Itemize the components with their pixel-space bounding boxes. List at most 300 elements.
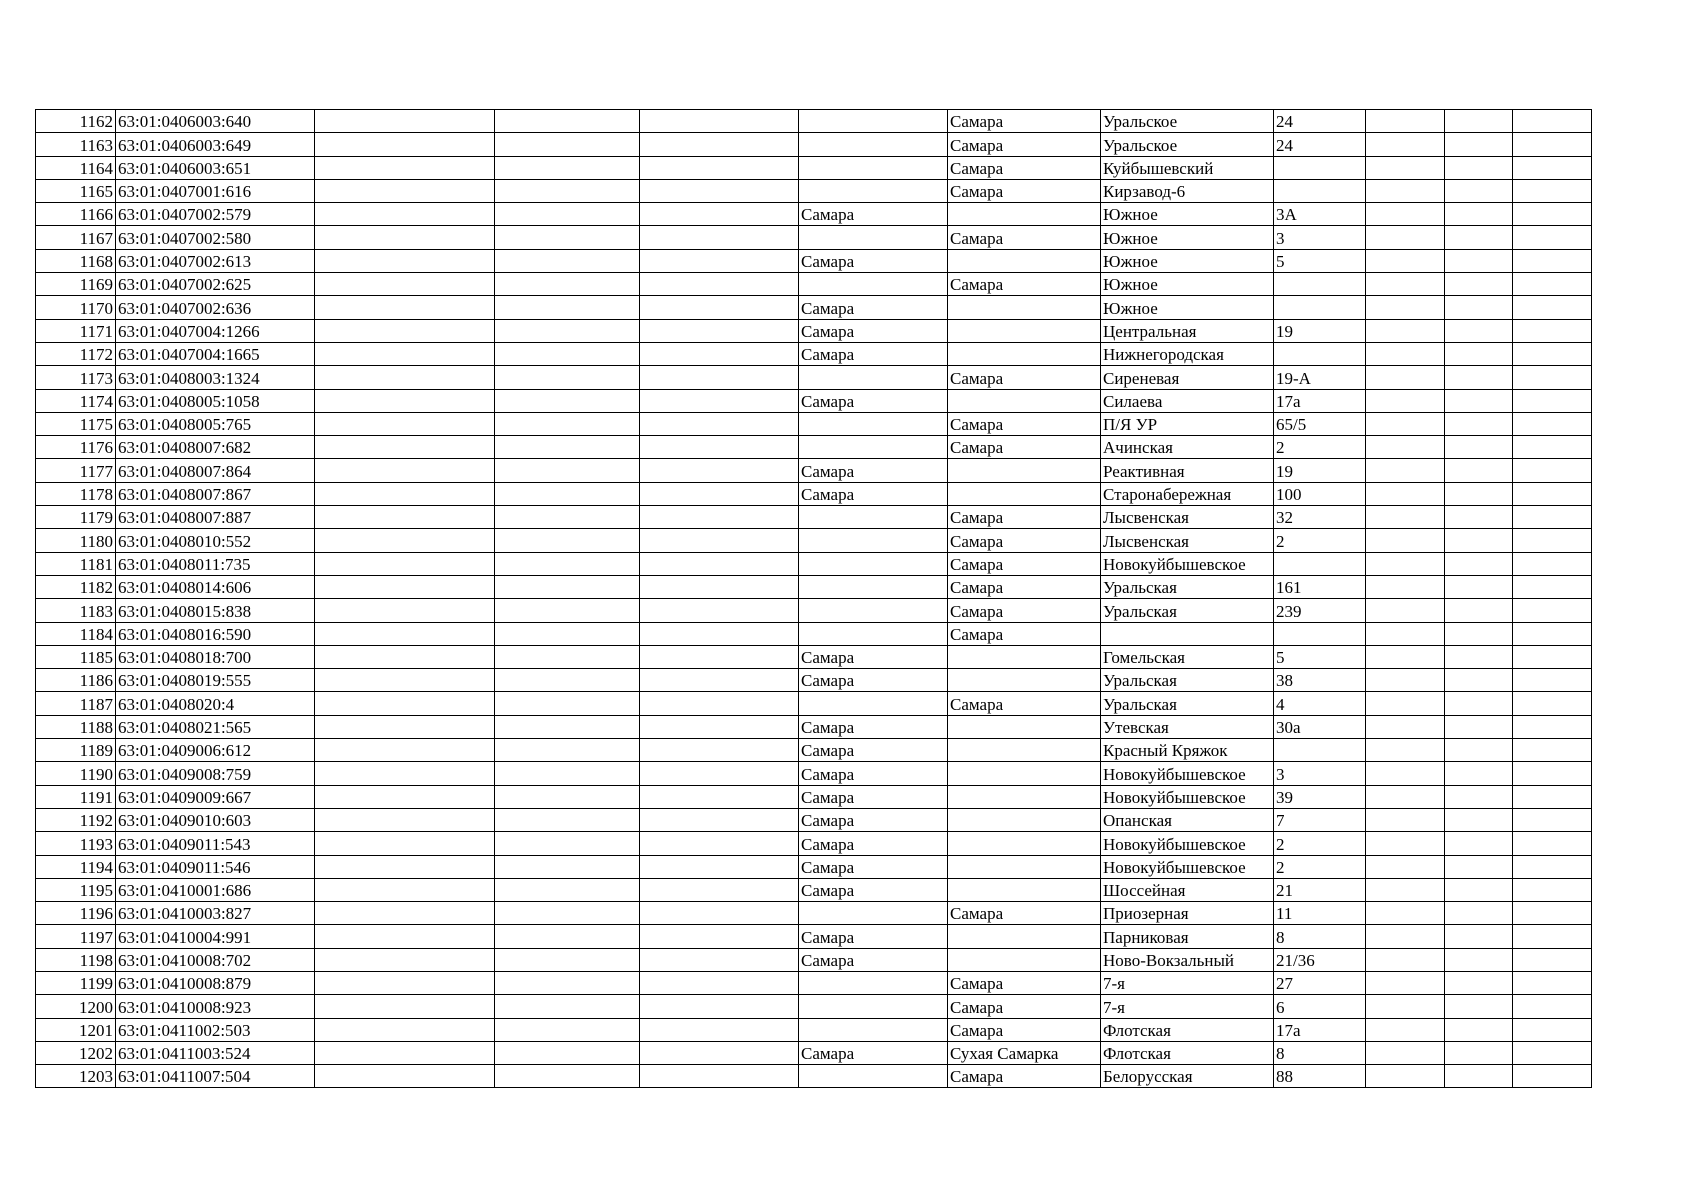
- city-cell: Самара: [799, 249, 948, 272]
- street-cell: Шоссейная: [1101, 878, 1274, 901]
- empty-cell-12: [1513, 902, 1592, 925]
- house-number-cell: 3: [1274, 226, 1366, 249]
- cadastral-number-cell: 63:01:0408021:565: [116, 715, 315, 738]
- table-row: [36, 133, 1592, 156]
- empty-cell-10: [1366, 669, 1445, 692]
- empty-cell-10: [1366, 110, 1445, 133]
- empty-cell-11: [1445, 296, 1513, 319]
- locality-cell: [948, 832, 1101, 855]
- locality-cell: Самара: [948, 226, 1101, 249]
- empty-cell-5: [640, 762, 799, 785]
- empty-cell-3: [315, 296, 495, 319]
- table-row: [36, 506, 1592, 529]
- locality-cell: [948, 785, 1101, 808]
- city-cell: [799, 575, 948, 598]
- empty-cell-11: [1445, 1018, 1513, 1041]
- empty-cell-12: [1513, 366, 1592, 389]
- house-number-cell: 2: [1274, 529, 1366, 552]
- table-row: [36, 529, 1592, 552]
- locality-cell: Самара: [948, 599, 1101, 622]
- house-number-cell: 21: [1274, 878, 1366, 901]
- cadastral-number-cell: 63:01:0410001:686: [116, 878, 315, 901]
- empty-cell-12: [1513, 273, 1592, 296]
- row-number-cell: 1195: [36, 878, 116, 901]
- empty-cell-5: [640, 366, 799, 389]
- house-number-cell: 19-А: [1274, 366, 1366, 389]
- table-row: [36, 808, 1592, 831]
- empty-cell-12: [1513, 995, 1592, 1018]
- empty-cell-5: [640, 296, 799, 319]
- empty-cell-3: [315, 808, 495, 831]
- row-number-cell: 1182: [36, 575, 116, 598]
- empty-cell-11: [1445, 855, 1513, 878]
- house-number-cell: 2: [1274, 436, 1366, 459]
- empty-cell-4: [495, 948, 640, 971]
- empty-cell-11: [1445, 482, 1513, 505]
- empty-cell-4: [495, 529, 640, 552]
- empty-cell-4: [495, 110, 640, 133]
- street-cell: Старонабережная: [1101, 482, 1274, 505]
- row-number-cell: 1171: [36, 319, 116, 342]
- empty-cell-4: [495, 342, 640, 365]
- city-cell: [799, 156, 948, 179]
- locality-cell: [948, 389, 1101, 412]
- empty-cell-11: [1445, 389, 1513, 412]
- row-number-cell: 1187: [36, 692, 116, 715]
- empty-cell-3: [315, 552, 495, 575]
- empty-cell-5: [640, 575, 799, 598]
- empty-cell-4: [495, 482, 640, 505]
- empty-cell-12: [1513, 622, 1592, 645]
- house-number-cell: 27: [1274, 971, 1366, 994]
- city-cell: Самара: [799, 1041, 948, 1064]
- locality-cell: [948, 878, 1101, 901]
- empty-cell-3: [315, 832, 495, 855]
- empty-cell-12: [1513, 855, 1592, 878]
- empty-cell-3: [315, 529, 495, 552]
- street-cell: Белорусская: [1101, 1065, 1274, 1088]
- empty-cell-10: [1366, 692, 1445, 715]
- cadastral-number-cell: 63:01:0408016:590: [116, 622, 315, 645]
- empty-cell-11: [1445, 203, 1513, 226]
- empty-cell-4: [495, 552, 640, 575]
- empty-cell-3: [315, 133, 495, 156]
- empty-cell-5: [640, 808, 799, 831]
- house-number-cell: 2: [1274, 832, 1366, 855]
- house-number-cell: 3А: [1274, 203, 1366, 226]
- locality-cell: Сухая Самарка: [948, 1041, 1101, 1064]
- street-cell: Красный Кряжок: [1101, 739, 1274, 762]
- table-row: [36, 715, 1592, 738]
- empty-cell-4: [495, 1018, 640, 1041]
- empty-cell-10: [1366, 273, 1445, 296]
- table-row: [36, 948, 1592, 971]
- table-row: [36, 971, 1592, 994]
- cadastral-number-cell: 63:01:0408020:4: [116, 692, 315, 715]
- empty-cell-11: [1445, 1065, 1513, 1088]
- empty-cell-11: [1445, 179, 1513, 202]
- cadastral-number-cell: 63:01:0407002:613: [116, 249, 315, 272]
- row-number-cell: 1186: [36, 669, 116, 692]
- locality-cell: [948, 948, 1101, 971]
- row-number-cell: 1163: [36, 133, 116, 156]
- empty-cell-12: [1513, 529, 1592, 552]
- city-cell: Самара: [799, 785, 948, 808]
- empty-cell-12: [1513, 832, 1592, 855]
- empty-cell-3: [315, 762, 495, 785]
- locality-cell: Самара: [948, 273, 1101, 296]
- cadastral-number-cell: 63:01:0409009:667: [116, 785, 315, 808]
- empty-cell-10: [1366, 902, 1445, 925]
- cadastral-number-cell: 63:01:0410008:702: [116, 948, 315, 971]
- empty-cell-11: [1445, 319, 1513, 342]
- empty-cell-10: [1366, 948, 1445, 971]
- cadastral-number-cell: 63:01:0408005:765: [116, 412, 315, 435]
- empty-cell-11: [1445, 273, 1513, 296]
- city-cell: [799, 226, 948, 249]
- cadastral-number-cell: 63:01:0406003:640: [116, 110, 315, 133]
- row-number-cell: 1188: [36, 715, 116, 738]
- city-cell: Самара: [799, 715, 948, 738]
- locality-cell: [948, 459, 1101, 482]
- house-number-cell: [1274, 739, 1366, 762]
- house-number-cell: 4: [1274, 692, 1366, 715]
- empty-cell-11: [1445, 110, 1513, 133]
- city-cell: [799, 1065, 948, 1088]
- table-row: [36, 273, 1592, 296]
- house-number-cell: 7: [1274, 808, 1366, 831]
- street-cell: Гомельская: [1101, 645, 1274, 668]
- house-number-cell: 5: [1274, 249, 1366, 272]
- city-cell: [799, 1018, 948, 1041]
- empty-cell-11: [1445, 902, 1513, 925]
- table-row: [36, 599, 1592, 622]
- house-number-cell: 11: [1274, 902, 1366, 925]
- locality-cell: Самара: [948, 529, 1101, 552]
- row-number-cell: 1168: [36, 249, 116, 272]
- city-cell: [799, 622, 948, 645]
- empty-cell-12: [1513, 226, 1592, 249]
- empty-cell-4: [495, 459, 640, 482]
- empty-cell-12: [1513, 412, 1592, 435]
- city-cell: Самара: [799, 925, 948, 948]
- cadastral-number-cell: 63:01:0407002:636: [116, 296, 315, 319]
- cadastral-number-cell: 63:01:0407002:625: [116, 273, 315, 296]
- cadastral-number-cell: 63:01:0408019:555: [116, 669, 315, 692]
- house-number-cell: 8: [1274, 1041, 1366, 1064]
- empty-cell-5: [640, 226, 799, 249]
- empty-cell-11: [1445, 925, 1513, 948]
- cadastral-number-cell: 63:01:0408014:606: [116, 575, 315, 598]
- locality-cell: Самара: [948, 995, 1101, 1018]
- cadastral-number-cell: 63:01:0408007:864: [116, 459, 315, 482]
- cadastral-number-cell: 63:01:0407001:616: [116, 179, 315, 202]
- locality-cell: [948, 296, 1101, 319]
- table-row: [36, 436, 1592, 459]
- house-number-cell: [1274, 156, 1366, 179]
- city-cell: [799, 133, 948, 156]
- empty-cell-3: [315, 878, 495, 901]
- empty-cell-5: [640, 342, 799, 365]
- empty-cell-4: [495, 645, 640, 668]
- empty-cell-10: [1366, 529, 1445, 552]
- empty-cell-10: [1366, 855, 1445, 878]
- empty-cell-11: [1445, 762, 1513, 785]
- street-cell: Уральская: [1101, 692, 1274, 715]
- row-number-cell: 1181: [36, 552, 116, 575]
- street-cell: Уральская: [1101, 575, 1274, 598]
- empty-cell-12: [1513, 971, 1592, 994]
- empty-cell-11: [1445, 226, 1513, 249]
- house-number-cell: 8: [1274, 925, 1366, 948]
- row-number-cell: 1190: [36, 762, 116, 785]
- empty-cell-3: [315, 669, 495, 692]
- row-number-cell: 1196: [36, 902, 116, 925]
- empty-cell-4: [495, 179, 640, 202]
- street-cell: Куйбышевский: [1101, 156, 1274, 179]
- empty-cell-11: [1445, 599, 1513, 622]
- table-row: [36, 319, 1592, 342]
- empty-cell-5: [640, 133, 799, 156]
- empty-cell-12: [1513, 110, 1592, 133]
- empty-cell-4: [495, 669, 640, 692]
- empty-cell-10: [1366, 599, 1445, 622]
- empty-cell-4: [495, 971, 640, 994]
- row-number-cell: 1164: [36, 156, 116, 179]
- city-cell: Самара: [799, 645, 948, 668]
- empty-cell-12: [1513, 599, 1592, 622]
- street-cell: Ачинская: [1101, 436, 1274, 459]
- empty-cell-3: [315, 715, 495, 738]
- empty-cell-12: [1513, 203, 1592, 226]
- empty-cell-5: [640, 412, 799, 435]
- empty-cell-4: [495, 1065, 640, 1088]
- street-cell: П/Я УР: [1101, 412, 1274, 435]
- house-number-cell: 239: [1274, 599, 1366, 622]
- cadastral-number-cell: 63:01:0411002:503: [116, 1018, 315, 1041]
- row-number-cell: 1184: [36, 622, 116, 645]
- empty-cell-5: [640, 552, 799, 575]
- city-cell: Самара: [799, 948, 948, 971]
- empty-cell-12: [1513, 669, 1592, 692]
- row-number-cell: 1192: [36, 808, 116, 831]
- empty-cell-3: [315, 459, 495, 482]
- table-row: [36, 692, 1592, 715]
- street-cell: Силаева: [1101, 389, 1274, 412]
- cadastral-number-cell: 63:01:0409006:612: [116, 739, 315, 762]
- empty-cell-11: [1445, 948, 1513, 971]
- city-cell: [799, 529, 948, 552]
- table-row: [36, 878, 1592, 901]
- registry-sheet: [35, 109, 1592, 1088]
- house-number-cell: 19: [1274, 319, 1366, 342]
- city-cell: [799, 971, 948, 994]
- empty-cell-3: [315, 622, 495, 645]
- street-cell: Приозерная: [1101, 902, 1274, 925]
- city-cell: Самара: [799, 808, 948, 831]
- row-number-cell: 1193: [36, 832, 116, 855]
- empty-cell-11: [1445, 739, 1513, 762]
- empty-cell-11: [1445, 342, 1513, 365]
- city-cell: Самара: [799, 319, 948, 342]
- city-cell: Самара: [799, 459, 948, 482]
- cadastral-number-cell: 63:01:0407002:579: [116, 203, 315, 226]
- street-cell: Южное: [1101, 226, 1274, 249]
- house-number-cell: 3: [1274, 762, 1366, 785]
- empty-cell-5: [640, 855, 799, 878]
- city-cell: Самара: [799, 342, 948, 365]
- street-cell: Центральная: [1101, 319, 1274, 342]
- empty-cell-5: [640, 925, 799, 948]
- empty-cell-3: [315, 482, 495, 505]
- empty-cell-10: [1366, 645, 1445, 668]
- empty-cell-3: [315, 389, 495, 412]
- empty-cell-3: [315, 273, 495, 296]
- empty-cell-5: [640, 1065, 799, 1088]
- empty-cell-4: [495, 412, 640, 435]
- empty-cell-4: [495, 506, 640, 529]
- empty-cell-3: [315, 925, 495, 948]
- house-number-cell: [1274, 622, 1366, 645]
- locality-cell: Самара: [948, 156, 1101, 179]
- row-number-cell: 1194: [36, 855, 116, 878]
- empty-cell-5: [640, 785, 799, 808]
- empty-cell-11: [1445, 669, 1513, 692]
- empty-cell-11: [1445, 995, 1513, 1018]
- empty-cell-10: [1366, 1018, 1445, 1041]
- table-row: [36, 226, 1592, 249]
- empty-cell-12: [1513, 319, 1592, 342]
- empty-cell-4: [495, 1041, 640, 1064]
- empty-cell-4: [495, 226, 640, 249]
- street-cell: Южное: [1101, 203, 1274, 226]
- empty-cell-4: [495, 622, 640, 645]
- empty-cell-4: [495, 785, 640, 808]
- table-row: [36, 342, 1592, 365]
- empty-cell-10: [1366, 156, 1445, 179]
- empty-cell-5: [640, 1041, 799, 1064]
- locality-cell: Самара: [948, 552, 1101, 575]
- empty-cell-11: [1445, 436, 1513, 459]
- table-row: [36, 832, 1592, 855]
- locality-cell: Самара: [948, 110, 1101, 133]
- empty-cell-4: [495, 692, 640, 715]
- city-cell: Самара: [799, 739, 948, 762]
- empty-cell-12: [1513, 645, 1592, 668]
- locality-cell: Самара: [948, 692, 1101, 715]
- empty-cell-10: [1366, 552, 1445, 575]
- row-number-cell: 1201: [36, 1018, 116, 1041]
- city-cell: [799, 995, 948, 1018]
- empty-cell-10: [1366, 203, 1445, 226]
- cadastral-number-cell: 63:01:0408018:700: [116, 645, 315, 668]
- cadastral-number-cell: 63:01:0407004:1266: [116, 319, 315, 342]
- locality-cell: Самара: [948, 971, 1101, 994]
- row-number-cell: 1191: [36, 785, 116, 808]
- street-cell: Новокуйбышевское: [1101, 785, 1274, 808]
- street-cell: Новокуйбышевское: [1101, 832, 1274, 855]
- empty-cell-5: [640, 971, 799, 994]
- empty-cell-3: [315, 971, 495, 994]
- cadastral-number-cell: 63:01:0408010:552: [116, 529, 315, 552]
- table-row: [36, 366, 1592, 389]
- empty-cell-3: [315, 692, 495, 715]
- empty-cell-3: [315, 226, 495, 249]
- house-number-cell: 2: [1274, 855, 1366, 878]
- empty-cell-5: [640, 832, 799, 855]
- empty-cell-12: [1513, 296, 1592, 319]
- cadastral-number-cell: 63:01:0408005:1058: [116, 389, 315, 412]
- house-number-cell: [1274, 296, 1366, 319]
- cadastral-number-cell: 63:01:0406003:651: [116, 156, 315, 179]
- city-cell: Самара: [799, 832, 948, 855]
- house-number-cell: [1274, 552, 1366, 575]
- empty-cell-5: [640, 529, 799, 552]
- cadastral-number-cell: 63:01:0408007:867: [116, 482, 315, 505]
- empty-cell-3: [315, 506, 495, 529]
- table-row: [36, 1065, 1592, 1088]
- empty-cell-12: [1513, 179, 1592, 202]
- locality-cell: [948, 808, 1101, 831]
- empty-cell-3: [315, 1065, 495, 1088]
- row-number-cell: 1200: [36, 995, 116, 1018]
- table-row: [36, 552, 1592, 575]
- table-row: [36, 296, 1592, 319]
- registry-table-body: [36, 110, 1592, 1088]
- street-cell: 7-я: [1101, 995, 1274, 1018]
- empty-cell-12: [1513, 133, 1592, 156]
- empty-cell-12: [1513, 459, 1592, 482]
- empty-cell-11: [1445, 645, 1513, 668]
- table-row: [36, 855, 1592, 878]
- street-cell: Нижнегородская: [1101, 342, 1274, 365]
- house-number-cell: 6: [1274, 995, 1366, 1018]
- city-cell: Самара: [799, 482, 948, 505]
- cadastral-number-cell: 63:01:0407002:580: [116, 226, 315, 249]
- street-cell: Флотская: [1101, 1018, 1274, 1041]
- table-row: [36, 249, 1592, 272]
- row-number-cell: 1169: [36, 273, 116, 296]
- locality-cell: Самара: [948, 133, 1101, 156]
- empty-cell-11: [1445, 529, 1513, 552]
- row-number-cell: 1162: [36, 110, 116, 133]
- cadastral-number-cell: 63:01:0408015:838: [116, 599, 315, 622]
- house-number-cell: 21/36: [1274, 948, 1366, 971]
- table-row: [36, 459, 1592, 482]
- empty-cell-4: [495, 995, 640, 1018]
- empty-cell-3: [315, 645, 495, 668]
- empty-cell-5: [640, 459, 799, 482]
- locality-cell: [948, 203, 1101, 226]
- table-row: [36, 179, 1592, 202]
- house-number-cell: 19: [1274, 459, 1366, 482]
- row-number-cell: 1177: [36, 459, 116, 482]
- row-number-cell: 1178: [36, 482, 116, 505]
- city-cell: Самара: [799, 669, 948, 692]
- empty-cell-4: [495, 855, 640, 878]
- street-cell: Уральская: [1101, 669, 1274, 692]
- empty-cell-4: [495, 878, 640, 901]
- city-cell: [799, 902, 948, 925]
- empty-cell-3: [315, 785, 495, 808]
- empty-cell-5: [640, 1018, 799, 1041]
- empty-cell-12: [1513, 762, 1592, 785]
- empty-cell-12: [1513, 715, 1592, 738]
- empty-cell-3: [315, 739, 495, 762]
- empty-cell-12: [1513, 342, 1592, 365]
- cadastral-number-cell: 63:01:0410004:991: [116, 925, 315, 948]
- cadastral-number-cell: 63:01:0411007:504: [116, 1065, 315, 1088]
